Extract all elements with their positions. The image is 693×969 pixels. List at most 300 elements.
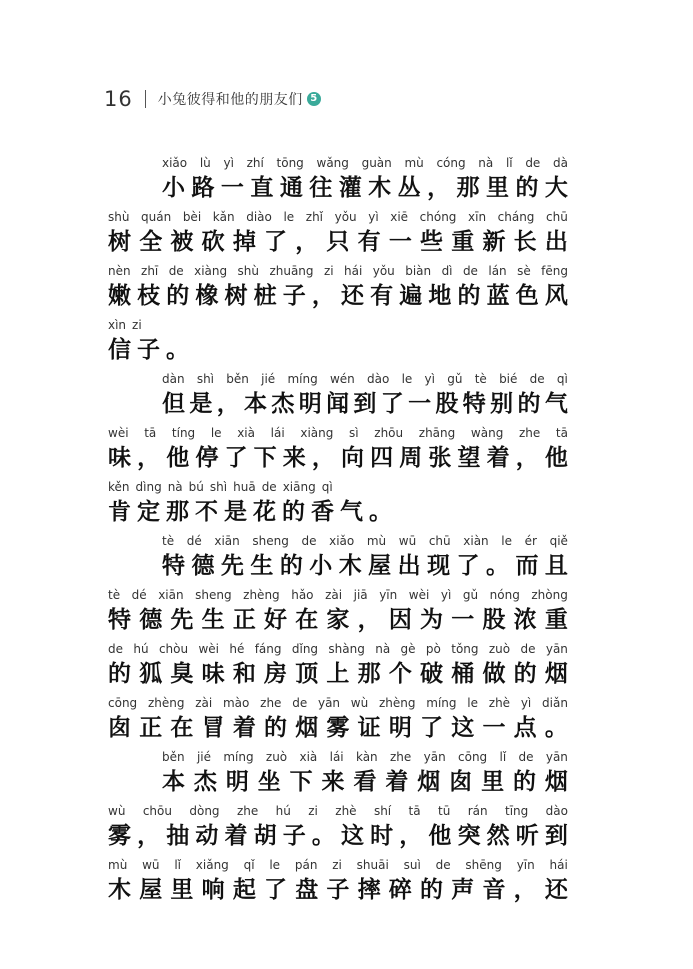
pinyin-syllable: chóng <box>419 210 457 224</box>
hanzi-char: 听 <box>515 821 539 849</box>
hanzi-char: 突 <box>457 821 481 849</box>
pinyin-syllable: dé <box>131 588 147 602</box>
pinyin-syllable: chū <box>428 534 451 548</box>
story-text <box>108 150 568 906</box>
pinyin-syllable: de <box>525 156 541 170</box>
pinyin-syllable: yì <box>520 696 532 710</box>
hanzi-char: 这 <box>451 713 475 741</box>
hanzi-char: 味 <box>108 443 131 471</box>
pinyin-syllable: wèi <box>108 426 129 440</box>
hanzi-char: 木 <box>368 173 392 201</box>
hanzi-char: 出 <box>397 551 421 579</box>
hanzi-char: 全 <box>139 227 163 255</box>
pinyin-syllable: nà <box>375 642 391 656</box>
hanzi-char: 囱 <box>449 767 473 795</box>
book-title: 小兔彼得和他的朋友们 <box>157 92 303 108</box>
pinyin-row <box>108 852 568 872</box>
pinyin-syllable: shí <box>373 804 392 818</box>
hanzi-char: 臭 <box>170 659 194 687</box>
hanzi-char: 那 <box>166 497 189 525</box>
pinyin-syllable: yān <box>545 750 568 764</box>
pinyin-syllable: zài <box>325 588 343 602</box>
pinyin-syllable: zi <box>323 264 334 278</box>
pinyin-syllable: zhuāng <box>269 264 314 278</box>
hanzi-char: 他 <box>166 443 190 471</box>
hanzi-char: 的 <box>264 713 288 741</box>
hanzi-char: 看 <box>353 767 377 795</box>
hanzi-char: 有 <box>370 281 394 309</box>
text-line <box>108 636 568 690</box>
pinyin-row <box>108 312 568 332</box>
pinyin-syllable: tā <box>555 426 568 440</box>
hanzi-char: 烟 <box>544 767 568 795</box>
hanzi-char: 正 <box>232 605 256 633</box>
hanzi-char: 明 <box>225 767 249 795</box>
hanzi-char: 是 <box>224 497 247 525</box>
pinyin-syllable: le <box>401 372 413 386</box>
text-line <box>108 420 568 474</box>
hanzi-char: 。 <box>311 821 335 849</box>
page-number: 16 <box>104 87 133 111</box>
hanzi-char: 着 <box>385 767 409 795</box>
pinyin-syllable: sè <box>517 264 531 278</box>
hanzi-char: 音 <box>482 875 506 903</box>
pinyin-syllable: zhòng <box>531 588 568 602</box>
pinyin-syllable: zhī <box>141 264 159 278</box>
hanzi-char: 然 <box>486 821 510 849</box>
hanzi-char: 大 <box>544 173 568 201</box>
hanzi-char: 蓝 <box>486 281 510 309</box>
text-line <box>108 798 568 852</box>
hanzi-char: 肯 <box>108 497 131 525</box>
pinyin-syllable: hǎo <box>291 588 314 602</box>
pinyin-syllable: tā <box>144 426 157 440</box>
hanzi-row <box>108 818 568 848</box>
hanzi-char: 气 <box>340 497 363 525</box>
pinyin-syllable: zhèng <box>378 696 416 710</box>
hanzi-char: 的 <box>513 659 537 687</box>
pinyin-syllable: xiē <box>390 210 409 224</box>
pinyin-syllable: zhe <box>260 696 282 710</box>
pinyin-syllable: de <box>261 480 277 494</box>
hanzi-char: 破 <box>420 659 444 687</box>
hanzi-char: 花 <box>253 497 276 525</box>
hanzi-char: 来 <box>282 443 306 471</box>
hanzi-char: 停 <box>195 443 219 471</box>
hanzi-char: 只 <box>326 227 350 255</box>
pinyin-syllable: de <box>435 858 451 872</box>
hanzi-char: 香 <box>311 497 334 525</box>
pinyin-syllable: le <box>210 426 222 440</box>
hanzi-row <box>108 278 568 308</box>
hanzi-char: 地 <box>428 281 452 309</box>
hanzi-char: 的 <box>108 659 131 687</box>
hanzi-char: 还 <box>544 875 568 903</box>
hanzi-char: 摔 <box>357 875 381 903</box>
hanzi-row <box>162 548 568 578</box>
pinyin-row <box>108 798 568 818</box>
pinyin-row <box>108 258 568 278</box>
pinyin-syllable: tè <box>474 372 487 386</box>
hanzi-char: 碎 <box>388 875 412 903</box>
hanzi-char: 特 <box>462 389 486 417</box>
pinyin-syllable: zhe <box>236 804 259 818</box>
hanzi-char: 往 <box>309 173 333 201</box>
pinyin-syllable: mù <box>404 156 424 170</box>
text-line <box>108 474 568 528</box>
hanzi-char: 股 <box>482 605 506 633</box>
hanzi-char: 盘 <box>295 875 319 903</box>
pinyin-syllable: xìn <box>108 318 127 332</box>
hanzi-char: 和 <box>232 659 256 687</box>
pinyin-syllable: lái <box>270 426 285 440</box>
hanzi-char: ， <box>311 281 335 309</box>
hanzi-char: 了 <box>264 875 288 903</box>
text-line <box>108 582 568 636</box>
pinyin-syllable: chòu <box>158 642 189 656</box>
hanzi-char: 小 <box>309 551 333 579</box>
pinyin-syllable: zuò <box>488 642 511 656</box>
hanzi-char: 烟 <box>417 767 441 795</box>
hanzi-char: 但 <box>162 389 185 417</box>
pinyin-syllable: wù <box>350 696 369 710</box>
hanzi-char: 本 <box>162 767 185 795</box>
hanzi-row <box>108 710 568 740</box>
hanzi-char: 木 <box>338 551 362 579</box>
pinyin-syllable: lǐ <box>505 156 513 170</box>
hanzi-char: 生 <box>250 551 274 579</box>
hanzi-row <box>108 602 568 632</box>
hanzi-char: 新 <box>482 227 506 255</box>
pinyin-syllable: hé <box>229 642 245 656</box>
pinyin-syllable: zhe <box>390 750 412 764</box>
pinyin-syllable: shì <box>196 372 215 386</box>
hanzi-char: 橡 <box>195 281 219 309</box>
pinyin-syllable: cōng <box>108 696 138 710</box>
pinyin-syllable: yān <box>317 696 341 710</box>
pinyin-syllable: de <box>520 642 536 656</box>
pinyin-syllable: jié <box>261 372 276 386</box>
pinyin-syllable: tè <box>108 588 121 602</box>
pinyin-syllable: shuāi <box>356 858 389 872</box>
pinyin-row <box>108 204 568 224</box>
hanzi-char: 一 <box>220 173 244 201</box>
pinyin-syllable: dé <box>186 534 202 548</box>
hanzi-char: 特 <box>108 605 131 633</box>
pinyin-syllable: bèi <box>182 210 202 224</box>
hanzi-char: 有 <box>357 227 381 255</box>
hanzi-char: ， <box>216 389 240 417</box>
volume-badge: 5 <box>307 92 321 106</box>
hanzi-char: 掉 <box>232 227 256 255</box>
hanzi-char: 德 <box>191 551 215 579</box>
pinyin-syllable: chōu <box>142 804 172 818</box>
hanzi-char: 一 <box>482 713 506 741</box>
hanzi-char: 做 <box>482 659 506 687</box>
pinyin-syllable: yǒu <box>334 210 357 224</box>
hanzi-char: 家 <box>326 605 350 633</box>
pinyin-syllable: zhè <box>488 696 511 710</box>
pinyin-syllable: bú <box>188 480 204 494</box>
pinyin-syllable: míng <box>426 696 457 710</box>
hanzi-char: 色 <box>515 281 539 309</box>
pinyin-syllable: mù <box>366 534 387 548</box>
pinyin-syllable: tè <box>162 534 175 548</box>
pinyin-syllable: lái <box>329 750 344 764</box>
pinyin-row <box>108 420 568 440</box>
pinyin-syllable: wèi <box>408 588 430 602</box>
hanzi-row <box>108 656 568 686</box>
hanzi-char: 点 <box>513 713 537 741</box>
text-line <box>108 744 568 798</box>
hanzi-char: 一 <box>408 389 432 417</box>
pinyin-syllable: shì <box>209 480 228 494</box>
hanzi-char: 正 <box>139 713 163 741</box>
pinyin-syllable: gè <box>400 642 416 656</box>
hanzi-char: 灌 <box>338 173 362 201</box>
hanzi-char: 着 <box>224 821 248 849</box>
hanzi-char: 冒 <box>201 713 225 741</box>
hanzi-char: 着 <box>232 713 256 741</box>
hanzi-char: 里 <box>481 767 505 795</box>
hanzi-char: 出 <box>544 227 568 255</box>
pinyin-syllable: yān <box>545 642 568 656</box>
hanzi-char: 且 <box>544 551 568 579</box>
pinyin-syllable: nà <box>478 156 494 170</box>
pinyin-syllable: xiān <box>214 534 240 548</box>
pinyin-syllable: yì <box>424 372 435 386</box>
pinyin-syllable: shàng <box>328 642 365 656</box>
hanzi-char: 特 <box>162 551 185 579</box>
hanzi-char: 望 <box>457 443 481 471</box>
hanzi-char: 重 <box>544 605 568 633</box>
pinyin-syllable: zhōu <box>374 426 404 440</box>
hanzi-char: 味 <box>201 659 225 687</box>
hanzi-char: 在 <box>170 713 194 741</box>
pinyin-syllable: pán <box>294 858 318 872</box>
hanzi-char: 明 <box>298 389 322 417</box>
pinyin-syllable: dìng <box>135 480 162 494</box>
hanzi-char: 树 <box>224 281 248 309</box>
hanzi-char: 了 <box>380 389 404 417</box>
pinyin-syllable: běn <box>226 372 249 386</box>
pinyin-syllable: kǎn <box>212 210 235 224</box>
pinyin-syllable: lǐ <box>174 858 181 872</box>
hanzi-char: 抽 <box>166 821 190 849</box>
pinyin-syllable: de <box>529 372 545 386</box>
pinyin-syllable: xiǎo <box>329 534 355 548</box>
pinyin-syllable: tū <box>438 804 451 818</box>
pinyin-syllable: le <box>283 210 295 224</box>
hanzi-char: 嫩 <box>108 281 131 309</box>
hanzi-char: 别 <box>490 389 514 417</box>
hanzi-char: 四 <box>370 443 394 471</box>
pinyin-syllable: guàn <box>361 156 392 170</box>
hanzi-char: 上 <box>326 659 350 687</box>
pinyin-syllable: xiàn <box>463 534 489 548</box>
hanzi-char: 生 <box>201 605 225 633</box>
hanzi-char: 他 <box>428 821 452 849</box>
hanzi-char: 的 <box>517 389 541 417</box>
pinyin-row <box>162 528 568 548</box>
hanzi-row <box>108 224 568 254</box>
pinyin-syllable: hú <box>133 642 149 656</box>
pinyin-row <box>108 474 568 494</box>
pinyin-syllable: chū <box>546 210 568 224</box>
hanzi-char: 子 <box>137 335 160 363</box>
hanzi-char: 杰 <box>271 389 295 417</box>
hanzi-char: 到 <box>544 821 568 849</box>
hanzi-char: 小 <box>162 173 185 201</box>
pinyin-syllable: yì <box>223 156 234 170</box>
hanzi-row <box>162 764 568 794</box>
hanzi-char: 顶 <box>295 659 319 687</box>
pinyin-syllable: de <box>518 750 534 764</box>
pinyin-syllable: yì <box>440 588 452 602</box>
hanzi-char: 下 <box>253 443 277 471</box>
hanzi-char: 子 <box>282 821 306 849</box>
pinyin-syllable: kàn <box>355 750 378 764</box>
hanzi-char: 长 <box>513 227 537 255</box>
pinyin-syllable: dào <box>367 372 390 386</box>
hanzi-char: 是 <box>189 389 213 417</box>
hanzi-char: 了 <box>264 227 288 255</box>
hanzi-char: 了 <box>456 551 480 579</box>
pinyin-syllable: shù <box>108 210 130 224</box>
hanzi-char: 杰 <box>193 767 217 795</box>
hanzi-char: 木 <box>108 875 131 903</box>
pinyin-syllable: běn <box>162 750 185 764</box>
pinyin-syllable: yīn <box>379 588 398 602</box>
hanzi-char: 的 <box>515 173 539 201</box>
pinyin-syllable: xīn <box>468 210 487 224</box>
hanzi-char: 了 <box>420 713 444 741</box>
hanzi-char: 现 <box>427 551 451 579</box>
pinyin-syllable: diào <box>246 210 272 224</box>
pinyin-syllable: míng <box>287 372 318 386</box>
hanzi-char: 起 <box>232 875 256 903</box>
pinyin-syllable: diǎn <box>542 696 568 710</box>
hanzi-char: 的 <box>457 281 481 309</box>
hanzi-char: 到 <box>353 389 377 417</box>
pinyin-syllable: xiān <box>158 588 184 602</box>
pinyin-syllable: lán <box>488 264 507 278</box>
hanzi-char: 。 <box>166 335 189 363</box>
pinyin-syllable: huā <box>233 480 256 494</box>
hanzi-char: 德 <box>139 605 163 633</box>
pinyin-syllable: de <box>108 642 123 656</box>
hanzi-char: 直 <box>250 173 274 201</box>
hanzi-char: ， <box>515 443 539 471</box>
hanzi-char: 不 <box>195 497 218 525</box>
hanzi-char: 还 <box>341 281 364 309</box>
pinyin-syllable: xiǎo <box>162 156 188 170</box>
text-line <box>108 150 568 204</box>
hanzi-char: 信 <box>108 335 131 363</box>
hanzi-char: 重 <box>451 227 475 255</box>
hanzi-char: 一 <box>388 227 412 255</box>
pinyin-syllable: sì <box>349 426 359 440</box>
pinyin-syllable: de <box>462 264 478 278</box>
hanzi-char: 坐 <box>257 767 281 795</box>
hanzi-char: 烟 <box>544 659 568 687</box>
hanzi-char: 胡 <box>253 821 277 849</box>
text-line <box>108 690 568 744</box>
pinyin-syllable: míng <box>223 750 254 764</box>
pinyin-syllable: zhāng <box>418 426 456 440</box>
pinyin-syllable: nèn <box>108 264 131 278</box>
hanzi-char: 。 <box>485 551 509 579</box>
pinyin-syllable: mù <box>108 858 128 872</box>
pinyin-syllable: zi <box>308 804 318 818</box>
pinyin-syllable: cóng <box>436 156 466 170</box>
pinyin-syllable: cōng <box>458 750 488 764</box>
hanzi-char: 先 <box>220 551 244 579</box>
hanzi-char: 一 <box>451 605 475 633</box>
hanzi-char: 明 <box>388 713 412 741</box>
hanzi-char: 。 <box>369 497 392 525</box>
pinyin-syllable: wū <box>398 534 417 548</box>
pinyin-syllable: tíng <box>171 426 196 440</box>
pinyin-syllable: qì <box>556 372 568 386</box>
pinyin-syllable: xià <box>299 750 318 764</box>
header-divider <box>145 90 146 108</box>
pinyin-syllable: yān <box>423 750 446 764</box>
hanzi-char: 的 <box>279 551 303 579</box>
page-header <box>104 84 321 114</box>
text-line <box>108 258 568 312</box>
pinyin-row <box>108 582 568 602</box>
pinyin-syllable: wén <box>329 372 355 386</box>
hanzi-char: 声 <box>451 875 475 903</box>
hanzi-char: 张 <box>428 443 452 471</box>
hanzi-char: 的 <box>420 875 444 903</box>
text-line <box>108 366 568 420</box>
pinyin-syllable: wèi <box>198 642 219 656</box>
hanzi-char: ， <box>137 443 161 471</box>
pinyin-syllable: tā <box>408 804 421 818</box>
pinyin-syllable: zhǐ <box>305 210 324 224</box>
hanzi-char: 因 <box>388 605 412 633</box>
pinyin-syllable: dào <box>545 804 568 818</box>
pinyin-syllable: fáng <box>254 642 282 656</box>
hanzi-char: 雾 <box>108 821 131 849</box>
hanzi-char: 他 <box>544 443 568 471</box>
hanzi-char: 那 <box>456 173 480 201</box>
pinyin-syllable: gǔ <box>462 588 479 602</box>
hanzi-char: 风 <box>544 281 568 309</box>
pinyin-syllable: dòng <box>189 804 220 818</box>
hanzi-char: 子 <box>326 875 350 903</box>
pinyin-syllable: xiǎng <box>195 858 229 872</box>
hanzi-char: ， <box>357 605 381 633</box>
pinyin-syllable: yǒu <box>372 264 395 278</box>
hanzi-char: 的 <box>282 497 305 525</box>
pinyin-syllable: lù <box>199 156 211 170</box>
pinyin-syllable: wù <box>108 804 126 818</box>
hanzi-char: 证 <box>357 713 381 741</box>
pinyin-syllable: nà <box>167 480 183 494</box>
pinyin-syllable: xià <box>237 426 255 440</box>
hanzi-char: ， <box>311 443 335 471</box>
hanzi-char: 浓 <box>513 605 537 633</box>
pinyin-syllable: jié <box>196 750 211 764</box>
hanzi-char: 这 <box>341 821 364 849</box>
pinyin-syllable: ér <box>524 534 537 548</box>
pinyin-syllable: dàn <box>162 372 185 386</box>
pinyin-syllable: de <box>168 264 184 278</box>
hanzi-char: 来 <box>321 767 345 795</box>
